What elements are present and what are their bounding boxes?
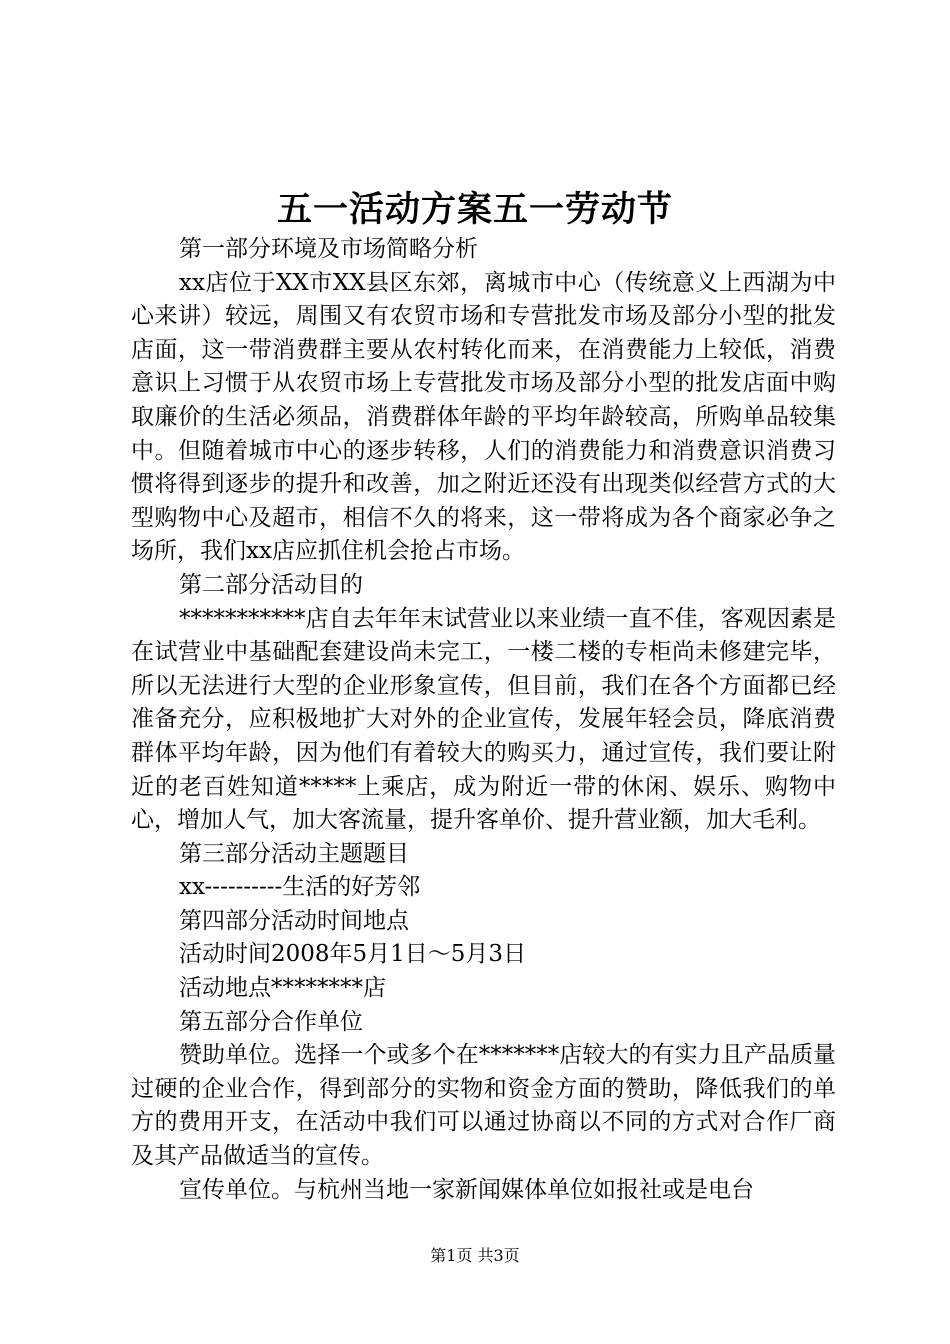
activity-time-line: 活动时间2008年5月1日～5月3日 <box>179 941 527 968</box>
paragraph-publicity: 宣传单位。与杭州当地一家新闻媒体单位如报社或是电台 <box>179 1176 754 1203</box>
document-title: 五一活动方案五一劳动节 <box>276 189 673 230</box>
theme-line: xx----------生活的好芳邻 <box>179 874 421 901</box>
page-number-footer: 第1页 共3页 <box>430 1246 520 1265</box>
section-heading-environment: 第一部分环境及市场简略分析 <box>179 236 478 262</box>
paragraph-sponsors: 赞助单位。选择一个或多个在*******店较大的有实力且产品质量过硬的企业合作，得到部分的实物和资金方面的赞助，降低我们的单方的费用开支，在活动中我们可以通过协商以不同的方式对合作厂商及其产品做适当的宣传。 <box>131 1042 836 1170</box>
section-heading-partners: 第五部分合作单位 <box>179 1008 363 1035</box>
section-heading-time-place: 第四部分活动时间地点 <box>179 907 409 934</box>
section-heading-theme: 第三部分活动主题题目 <box>179 840 409 867</box>
section-heading-purpose: 第二部分活动目的 <box>179 571 363 598</box>
paragraph-market-analysis: xx店位于XX市XX县区东郊，离城市中心（传统意义上西湖为中心来讲）较远，周围又有农贸市场和专营批发市场及部分小型的批发店面，这一带消费群主要从农村转化而来，在消费能力上较低，消费意识上习惯于从农贸市场上专营批发市场及部分小型的批发店面中购取廉价的生活必须品，消费群体年龄的平均年龄较高，所购单品较集中。但随着城市中心的逐步转移，人们的消费能力和消费意识消费习惯将得到逐步的提升和改善，加之附近还没有出现类似经营方式的大型购物中心及超市，相信不久的将来，这一带将成为各个商家必争之场所，我们xx店应抓住机会抢占市场。 <box>131 269 836 565</box>
activity-place-line: 活动地点********店 <box>179 975 386 1002</box>
document-body <box>131 233 836 1207</box>
paragraph-purpose: ***********店自去年年末试营业以来业绩一直不佳，客观因素是在试营业中基础配套建设尚未完工，一楼二楼的专柜尚未修建完毕，所以无法进行大型的企业形象宣传，但目前，我们在各个方面都已经准备充分，应积极地扩大对外的企业宣传，发展年轻会员，降底消费群体平均年龄，因为他们有着较大的购买力，通过宣传，我们要让附近的老百姓知道*****上乘店，成为附近一带的休闲、娱乐、购物中心，增加人气，加大客流量，提升客单价、提升营业额，加大毛利。 <box>131 605 836 834</box>
